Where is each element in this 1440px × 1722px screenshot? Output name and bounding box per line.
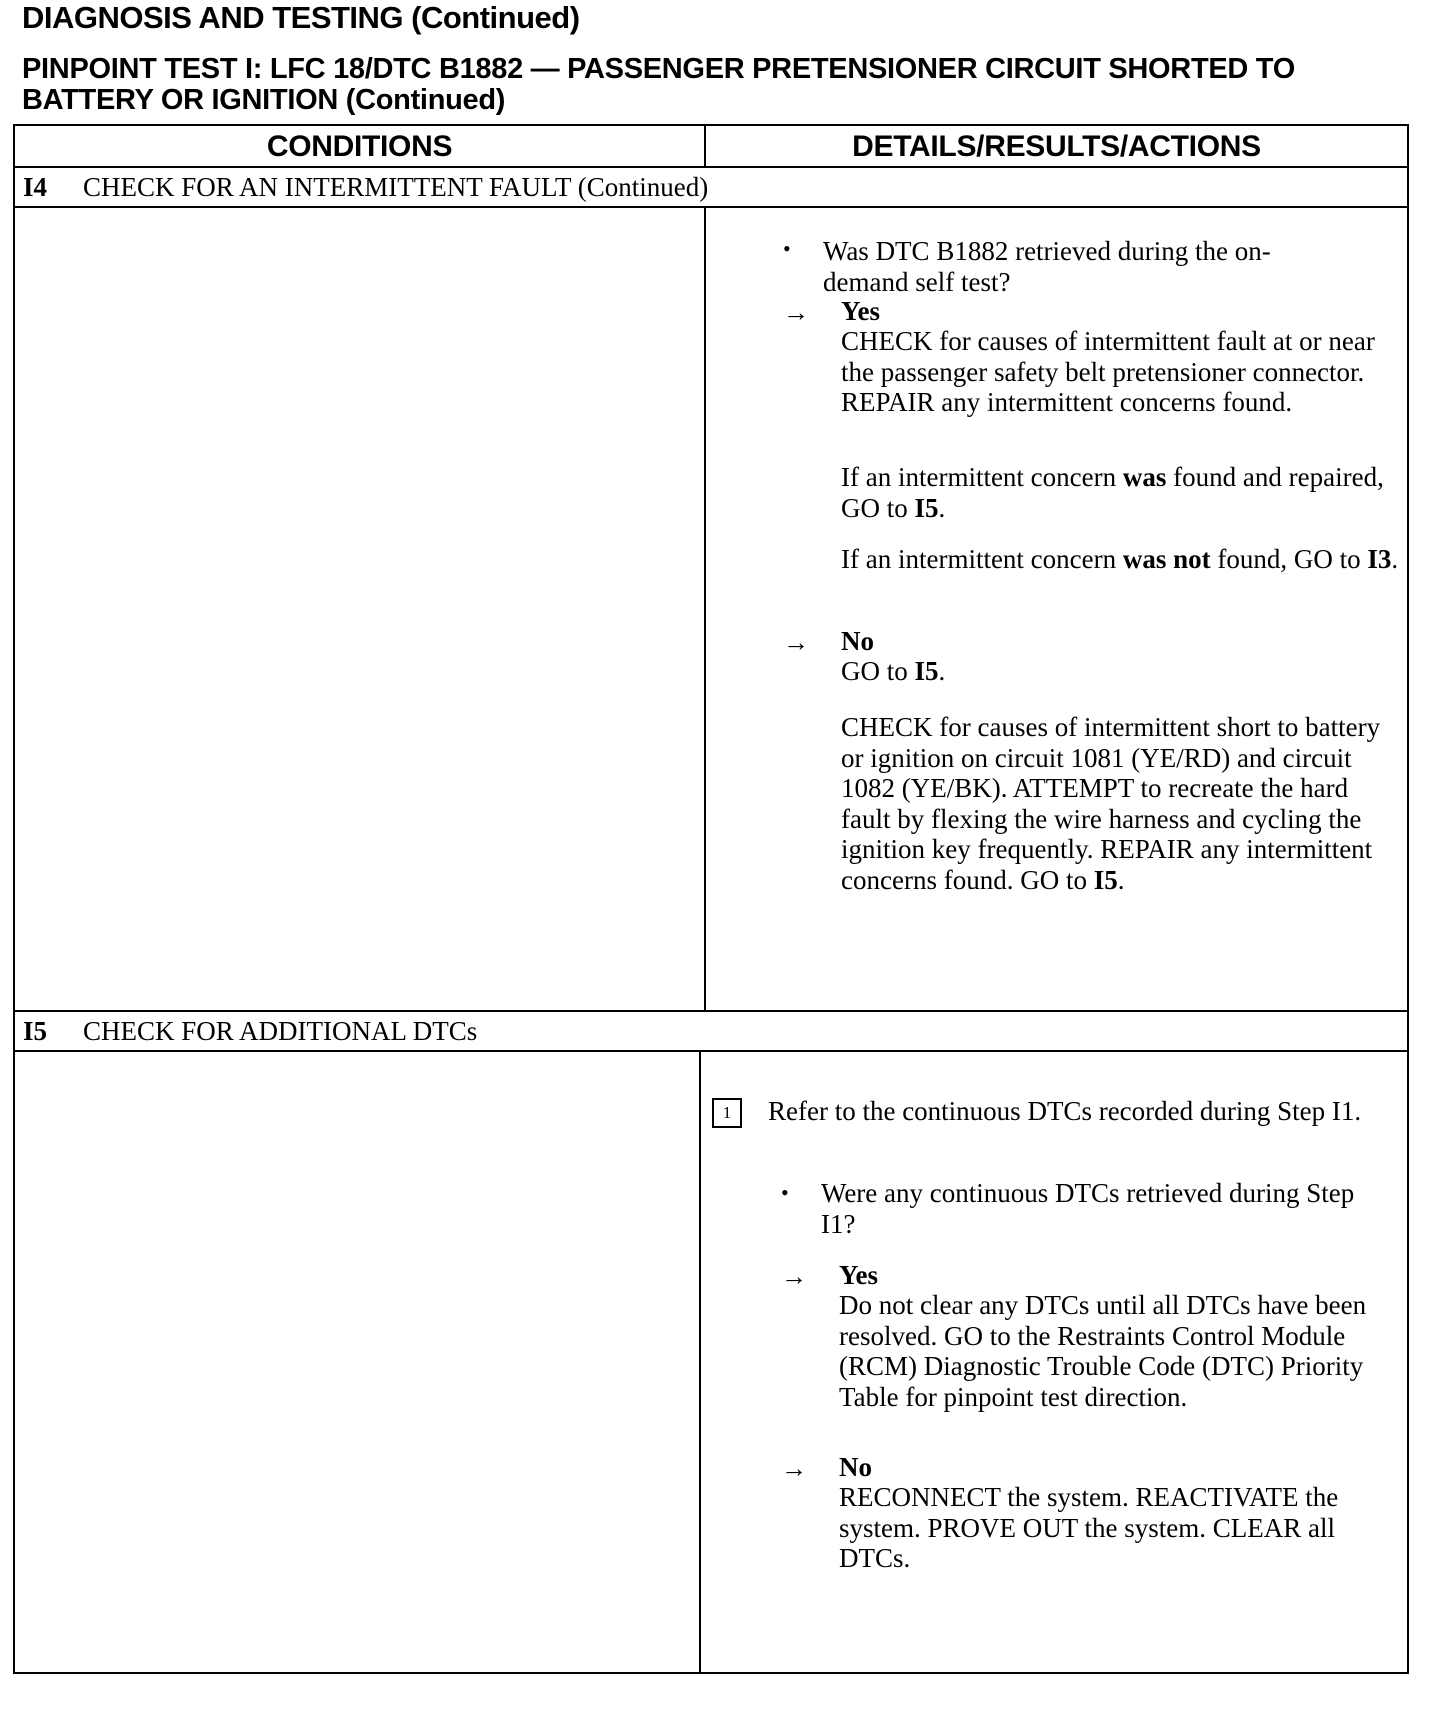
step-i5-no-text: RECONNECT the system. REACTIVATE the system. PROVE OUT the system. CLEAR all DTCs. [839,1482,1339,1573]
column-header-conditions: CONDITIONS [266,130,453,163]
bullet-icon: • [783,236,791,261]
arrow-right-icon: → [781,1454,807,1483]
column-header-details: DETAILS/RESULTS/ACTIONS [852,130,1261,163]
step-i4-yes-not-found [841,544,1401,575]
step-i5-question: Were any continuous DTCs retrieved during Step I1? [821,1178,1355,1239]
text-run: . [1117,864,1125,895]
page-title: DIAGNOSIS AND TESTING (Continued) [22,0,580,35]
text-run: . [938,492,946,523]
text-run: If an intermittent concern [841,544,1123,574]
text-run: CHECK for causes of intermittent short to battery or ignition on circuit 1081 (YE/RD) and circuit 1082 (YE/BK). ATTEMPT to recreate the hard fault by flexing the wire harness and cycling the ignition key frequently. REPAIR any intermittent concerns found. GO to [841,712,1381,895]
column-divider-i4 [704,206,706,1010]
text-run: . [938,656,946,686]
step-i5-no-label: No [839,1452,872,1482]
text-run: If an intermittent concern [841,462,1123,492]
arrow-right-icon: → [783,298,809,327]
step-i4-no-text [841,712,1381,895]
step-i5-yes-text: Do not clear any DTCs until all DTCs have been resolved. GO to the Restraints Control Module (RCM) Diagnostic Trouble Code (DTC) Priority Table for pinpoint test direction. [839,1290,1367,1412]
step-i4-question: Was DTC B1882 retrieved during the on-demand self test? [823,236,1271,297]
step-ref-i5: I5 [1093,864,1118,895]
text-run-bold: was [1122,462,1167,492]
text-run: found, GO to [1210,544,1368,574]
step-i4-yes-text: CHECK for causes of intermittent fault at or near the passenger safety belt pretensioner connector. REPAIR any intermittent concerns found. [841,326,1375,417]
step-i5-action-text: Refer to the continuous DTCs recorded during Step I1. [768,1096,1362,1126]
text-run-bold: was not [1122,544,1211,574]
step-i4-id: I4 [23,172,48,202]
step-ref-i5: I5 [914,492,939,523]
text-run: GO to [841,656,915,686]
pinpoint-test-title [22,54,1432,116]
step-i4-yes-found [841,462,1401,523]
pinpoint-test-table [13,124,1409,1674]
step-i4-no-goto [841,656,945,687]
step-i5-title: CHECK FOR ADDITIONAL DTCs [83,1016,478,1046]
step-ref-i3: I3 [1367,544,1392,574]
text-run: . [1391,544,1399,574]
step-i4-yes-label: Yes [841,296,880,326]
pinpoint-title-line-1: PINPOINT TEST I: LFC 18/DTC B1882 — PASSENGER PRETENSIONER CIRCUIT SHORTED TO [22,53,1295,85]
step-i4-title: CHECK FOR AN INTERMITTENT FAULT (Continued) [83,172,709,202]
column-divider-i5 [699,1050,701,1674]
pinpoint-title-line-2: BATTERY OR IGNITION (Continued) [22,84,506,116]
step-i5-yes-label: Yes [839,1260,878,1290]
text-run: found and repaired, GO to [841,462,1384,523]
step-i5-title-row [23,1012,477,1050]
bullet-icon: • [781,1180,789,1205]
i4-title-divider [15,206,1407,208]
arrow-right-icon: → [783,628,809,657]
step-i5-id: I5 [23,1016,48,1046]
step-i4-no-label: No [841,626,874,656]
step-ref-i5: I5 [914,656,939,686]
arrow-right-icon: → [781,1262,807,1291]
step-i4-title-row [23,168,708,206]
i5-title-divider [15,1050,1407,1052]
action-step-number-box: 1 [712,1098,742,1128]
